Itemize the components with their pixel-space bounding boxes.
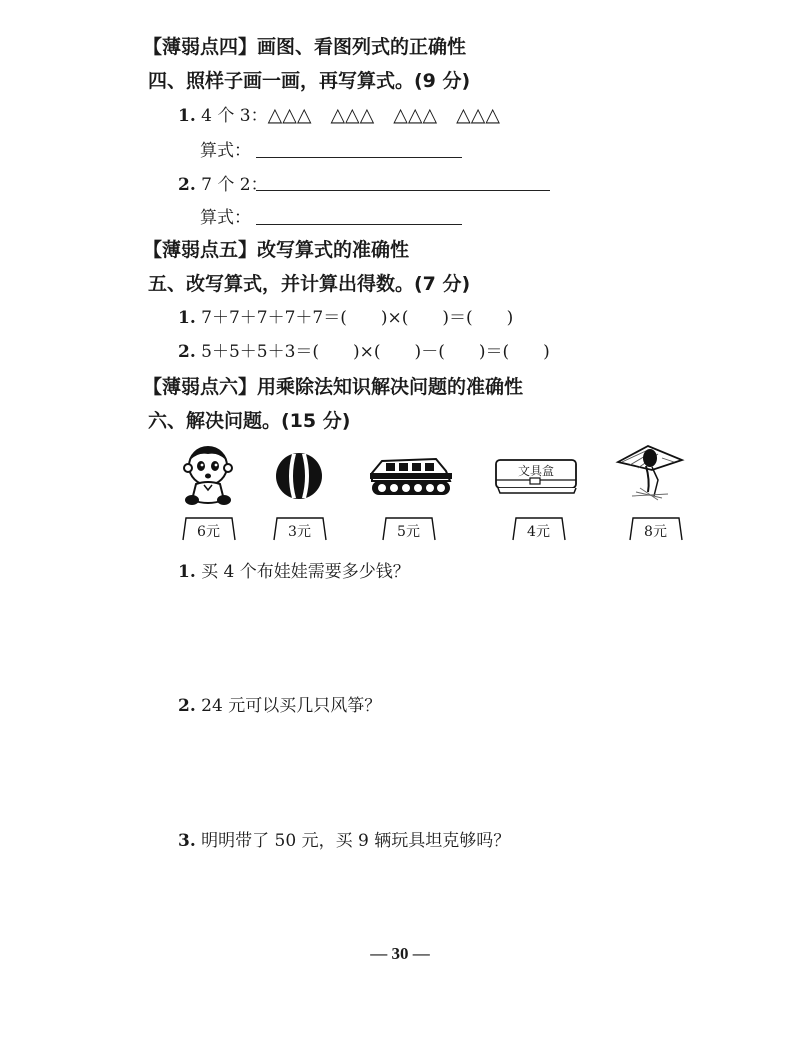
page-number: — 30 —	[370, 944, 430, 963]
question-text: 7＋7＋7＋7＋7＝( )×( )＝( )	[201, 308, 514, 328]
question-text: 7 个 2：	[201, 175, 268, 195]
s6-question-2	[178, 691, 381, 716]
tank-icon	[368, 451, 454, 499]
price-tag-tank	[380, 516, 437, 542]
s5-question-1	[178, 303, 513, 328]
question-text: 明明带了 50 元，买 9 辆玩具坦克够吗？	[201, 831, 511, 851]
question-number: 1.	[178, 562, 196, 582]
s6-question-1	[178, 557, 410, 582]
s5-question-2	[178, 337, 550, 362]
s4-question-1	[178, 100, 500, 127]
s4-question-2	[178, 170, 268, 195]
section4-heading: 四、照样子画一画，再写算式。(9 分)	[148, 70, 471, 92]
question-number: 3.	[178, 831, 196, 851]
s4-q1-formula-label: 算式：	[200, 141, 251, 161]
price-text: 6元	[197, 524, 220, 540]
section5-title: 【薄弱点五】改写算式的准确性	[143, 239, 410, 261]
doll-icon	[182, 444, 234, 506]
price-tag-kite	[627, 516, 684, 542]
question-number: 2.	[178, 696, 196, 716]
pencil-box-label: 文具盒	[517, 464, 554, 478]
question-number: 1.	[178, 308, 196, 328]
s4-q2-drawing-blank[interactable]	[256, 190, 550, 191]
price-text: 5元	[397, 524, 420, 540]
question-number: 2.	[178, 175, 196, 195]
section6-heading: 六、解决问题。(15 分)	[148, 410, 351, 432]
question-text: 5＋5＋5＋3＝( )×( )－( )＝( )	[201, 342, 550, 362]
section4-title: 【薄弱点四】画图、看图列式的正确性	[143, 36, 467, 58]
question-text: 24 元可以买几只风筝？	[201, 696, 382, 716]
price-text: 8元	[644, 524, 667, 540]
price-text: 4元	[527, 524, 550, 540]
section5-heading: 五、改写算式，并计算出得数。(7 分)	[148, 273, 471, 295]
question-text: 买 4 个布娃娃需要多少钱？	[201, 562, 410, 582]
price-tag-doll	[180, 516, 237, 542]
question-text: 4 个 3：	[201, 106, 268, 126]
s6-question-3	[178, 826, 510, 851]
s4-q1-formula-blank[interactable]	[256, 157, 462, 158]
ball-icon	[274, 451, 324, 501]
pencil-box-icon	[494, 456, 578, 496]
kite-icon	[612, 440, 688, 504]
section6-title: 【薄弱点六】用乘除法知识解决问题的准确性	[143, 376, 524, 398]
price-tag-ball	[271, 516, 328, 542]
question-number: 1.	[178, 106, 196, 126]
question-number: 2.	[178, 342, 196, 362]
price-tag-pencil-box	[510, 516, 567, 542]
s4-q2-formula-label: 算式：	[200, 208, 251, 228]
triangles-example: △△△ △△△ △△△ △△△	[267, 104, 500, 126]
s4-q2-formula-blank[interactable]	[256, 224, 462, 225]
price-text: 3元	[288, 524, 311, 540]
